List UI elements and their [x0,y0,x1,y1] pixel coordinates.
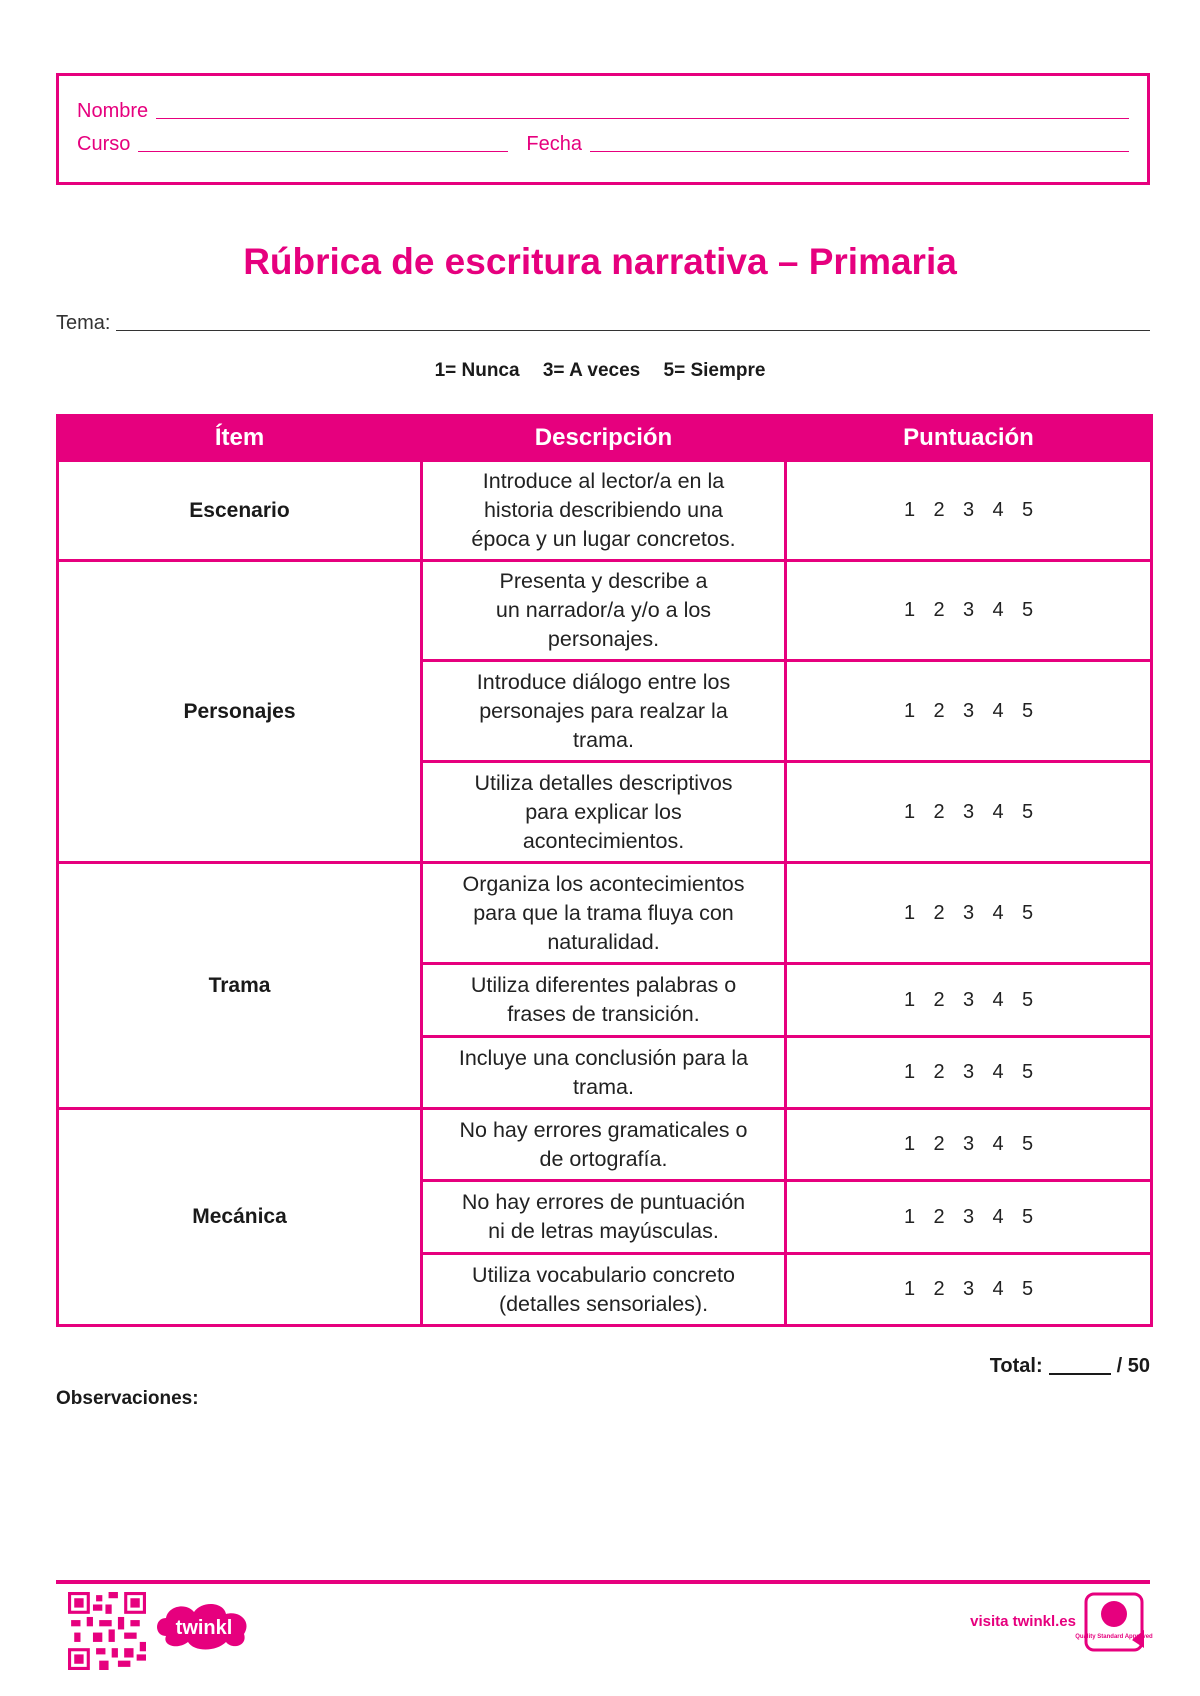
score-cell [786,1254,1152,1326]
description-cell [422,1037,786,1109]
description-line: naturalidad. [547,929,660,954]
topic-row [56,312,1150,334]
score-option[interactable]: 1 [903,1061,916,1083]
score-option[interactable]: 3 [962,499,975,521]
date-field[interactable] [590,151,1129,152]
description-line: Organiza los acontecimientos [462,871,745,896]
item-cell: Escenario [58,461,422,561]
description-line: para que la trama fluya con [473,900,734,925]
score-option[interactable]: 3 [962,1278,975,1300]
description-line: personajes para realzar la [479,698,728,723]
course-field[interactable] [138,151,508,152]
total-score [990,1355,1150,1378]
student-info-box [56,73,1150,185]
score-option[interactable]: 2 [933,988,945,1011]
scale-never: 1= Nunca [434,360,520,381]
score-option[interactable]: 5 [1021,901,1034,924]
score-option[interactable]: 1 [903,599,916,621]
score-option[interactable]: 5 [1021,499,1034,521]
description-line: No hay errores de puntuación [461,1190,746,1214]
score-option[interactable]: 1 [903,901,916,924]
observations-label: Observaciones: [56,1388,199,1409]
table-row [58,863,1152,964]
score-option[interactable]: 4 [992,499,1004,521]
score-option[interactable]: 2 [933,699,945,722]
description-line: Incluye una conclusión para la [458,1045,749,1070]
table-row [58,1109,1152,1181]
name-field[interactable] [156,118,1129,119]
description-cell [422,461,786,561]
description-line: de ortografía. [539,1146,668,1171]
description-line: acontecimientos. [522,828,685,853]
description-line: Utiliza vocabulario concreto [472,1262,735,1287]
score-option[interactable]: 2 [933,1133,945,1155]
page-title: Rúbrica de escritura narrativa – Primaria [243,241,957,282]
score-option[interactable]: 5 [1021,699,1034,722]
score-option[interactable]: 4 [992,1205,1004,1228]
score-option[interactable]: 4 [992,800,1004,823]
description-line: Presenta y describe a [499,569,708,593]
score-option[interactable]: 5 [1021,599,1034,621]
description-line: historia describiendo una [483,498,724,522]
total-label: Total: [989,1355,1043,1377]
score-option[interactable]: 2 [933,1278,945,1300]
twinkl-logo [154,1596,254,1652]
score-cell [786,762,1152,863]
score-option[interactable]: 1 [903,800,916,823]
course-label: Curso [77,133,131,155]
score-cell [786,561,1152,661]
column-header-score: Puntuación [786,416,1152,461]
qr-code-icon [68,1592,146,1670]
score-option[interactable]: 2 [933,901,945,924]
description-line: No hay errores gramaticales o [459,1117,748,1142]
score-option[interactable]: 1 [903,1205,916,1228]
score-option[interactable]: 2 [933,1061,945,1083]
score-option[interactable]: 3 [962,1061,975,1083]
score-cell [786,661,1152,762]
description-line: Introduce al lector/a en la [482,469,725,493]
footer-divider [56,1580,1150,1584]
score-option[interactable]: 1 [903,1278,916,1300]
rubric-body [58,461,1152,1326]
svg-text:Quality Standard Approved: Quality Standard Approved [1075,1634,1153,1640]
score-option[interactable]: 3 [962,699,975,722]
rubric-table [56,414,1153,1327]
name-field-row [77,100,1129,122]
description-cell [422,561,786,661]
description-cell [422,1254,786,1326]
description-cell [422,964,786,1037]
description-line: personajes. [547,627,660,651]
total-field[interactable] [1049,1373,1111,1375]
table-header-row [58,416,1152,461]
column-header-description: Descripción [422,416,786,461]
name-label: Nombre [77,100,149,122]
description-cell [422,863,786,964]
score-cell [786,461,1152,561]
score-option[interactable]: 2 [933,599,945,621]
item-cell: Personajes [58,561,422,863]
score-option[interactable]: 3 [962,901,975,924]
score-option[interactable]: 5 [1021,1278,1034,1300]
score-option[interactable]: 1 [903,1133,916,1155]
item-cell: Trama [58,863,422,1109]
description-line: Introduce diálogo entre los [476,669,731,694]
description-line: para explicar los [525,799,682,824]
description-line: trama. [573,1074,634,1099]
description-line: (detalles sensoriales). [498,1291,709,1316]
topic-field[interactable] [116,330,1150,331]
score-option[interactable]: 4 [992,901,1004,924]
score-option[interactable]: 2 [933,800,945,823]
total-max: / 50 [1116,1355,1150,1377]
score-option[interactable]: 4 [992,1061,1004,1083]
score-option[interactable]: 3 [962,988,975,1011]
score-cell [786,1109,1152,1181]
score-option[interactable]: 4 [992,699,1004,722]
score-option[interactable]: 5 [1021,1133,1034,1155]
description-cell [422,762,786,863]
description-line: Utiliza detalles descriptivos [474,770,733,795]
visit-website-link[interactable]: visita twinkl.es [970,1613,1076,1630]
table-row [58,461,1152,561]
score-option[interactable]: 1 [903,988,916,1011]
description-line: época y un lugar concretos. [471,527,736,551]
description-line: Utiliza diferentes palabras o [470,973,737,997]
description-line: ni de letras mayúsculas. [488,1219,719,1243]
score-option[interactable]: 3 [962,1133,975,1155]
svg-text:twinkl: twinkl [175,1617,233,1639]
description-line: frases de transición. [507,1002,700,1026]
quality-badge-icon [1075,1590,1153,1656]
scale-sometimes: 3= A veces [542,360,641,381]
topic-label: Tema: [56,312,111,334]
score-cell [786,863,1152,964]
score-option[interactable]: 5 [1021,1061,1034,1083]
score-cell [786,1037,1152,1109]
description-cell [422,1109,786,1181]
score-cell [786,1181,1152,1254]
description-cell [422,1181,786,1254]
description-line: trama. [573,727,634,752]
score-option[interactable]: 1 [903,499,916,521]
score-option[interactable]: 5 [1021,1205,1034,1228]
scale-always: 5= Siempre [663,360,766,381]
score-option[interactable]: 3 [962,1205,975,1228]
score-option[interactable]: 4 [992,599,1004,621]
description-cell [422,661,786,762]
score-cell [786,964,1152,1037]
score-option[interactable]: 4 [992,1133,1004,1155]
score-option[interactable]: 5 [1021,800,1034,823]
score-option[interactable]: 3 [962,800,975,823]
score-scale-legend [0,360,1200,382]
score-option[interactable]: 2 [933,1205,945,1228]
score-option[interactable]: 4 [992,988,1004,1011]
score-option[interactable]: 5 [1021,988,1034,1011]
column-header-item: Ítem [58,416,422,461]
score-option[interactable]: 2 [933,499,945,521]
date-label: Fecha [526,133,582,155]
description-line: un narrador/a y/o a los [495,598,712,622]
score-option[interactable]: 1 [903,699,916,722]
item-cell: Mecánica [58,1109,422,1326]
course-date-row [77,133,1129,155]
score-option[interactable]: 4 [992,1278,1004,1300]
score-option[interactable]: 3 [962,599,975,621]
table-row [58,561,1152,661]
